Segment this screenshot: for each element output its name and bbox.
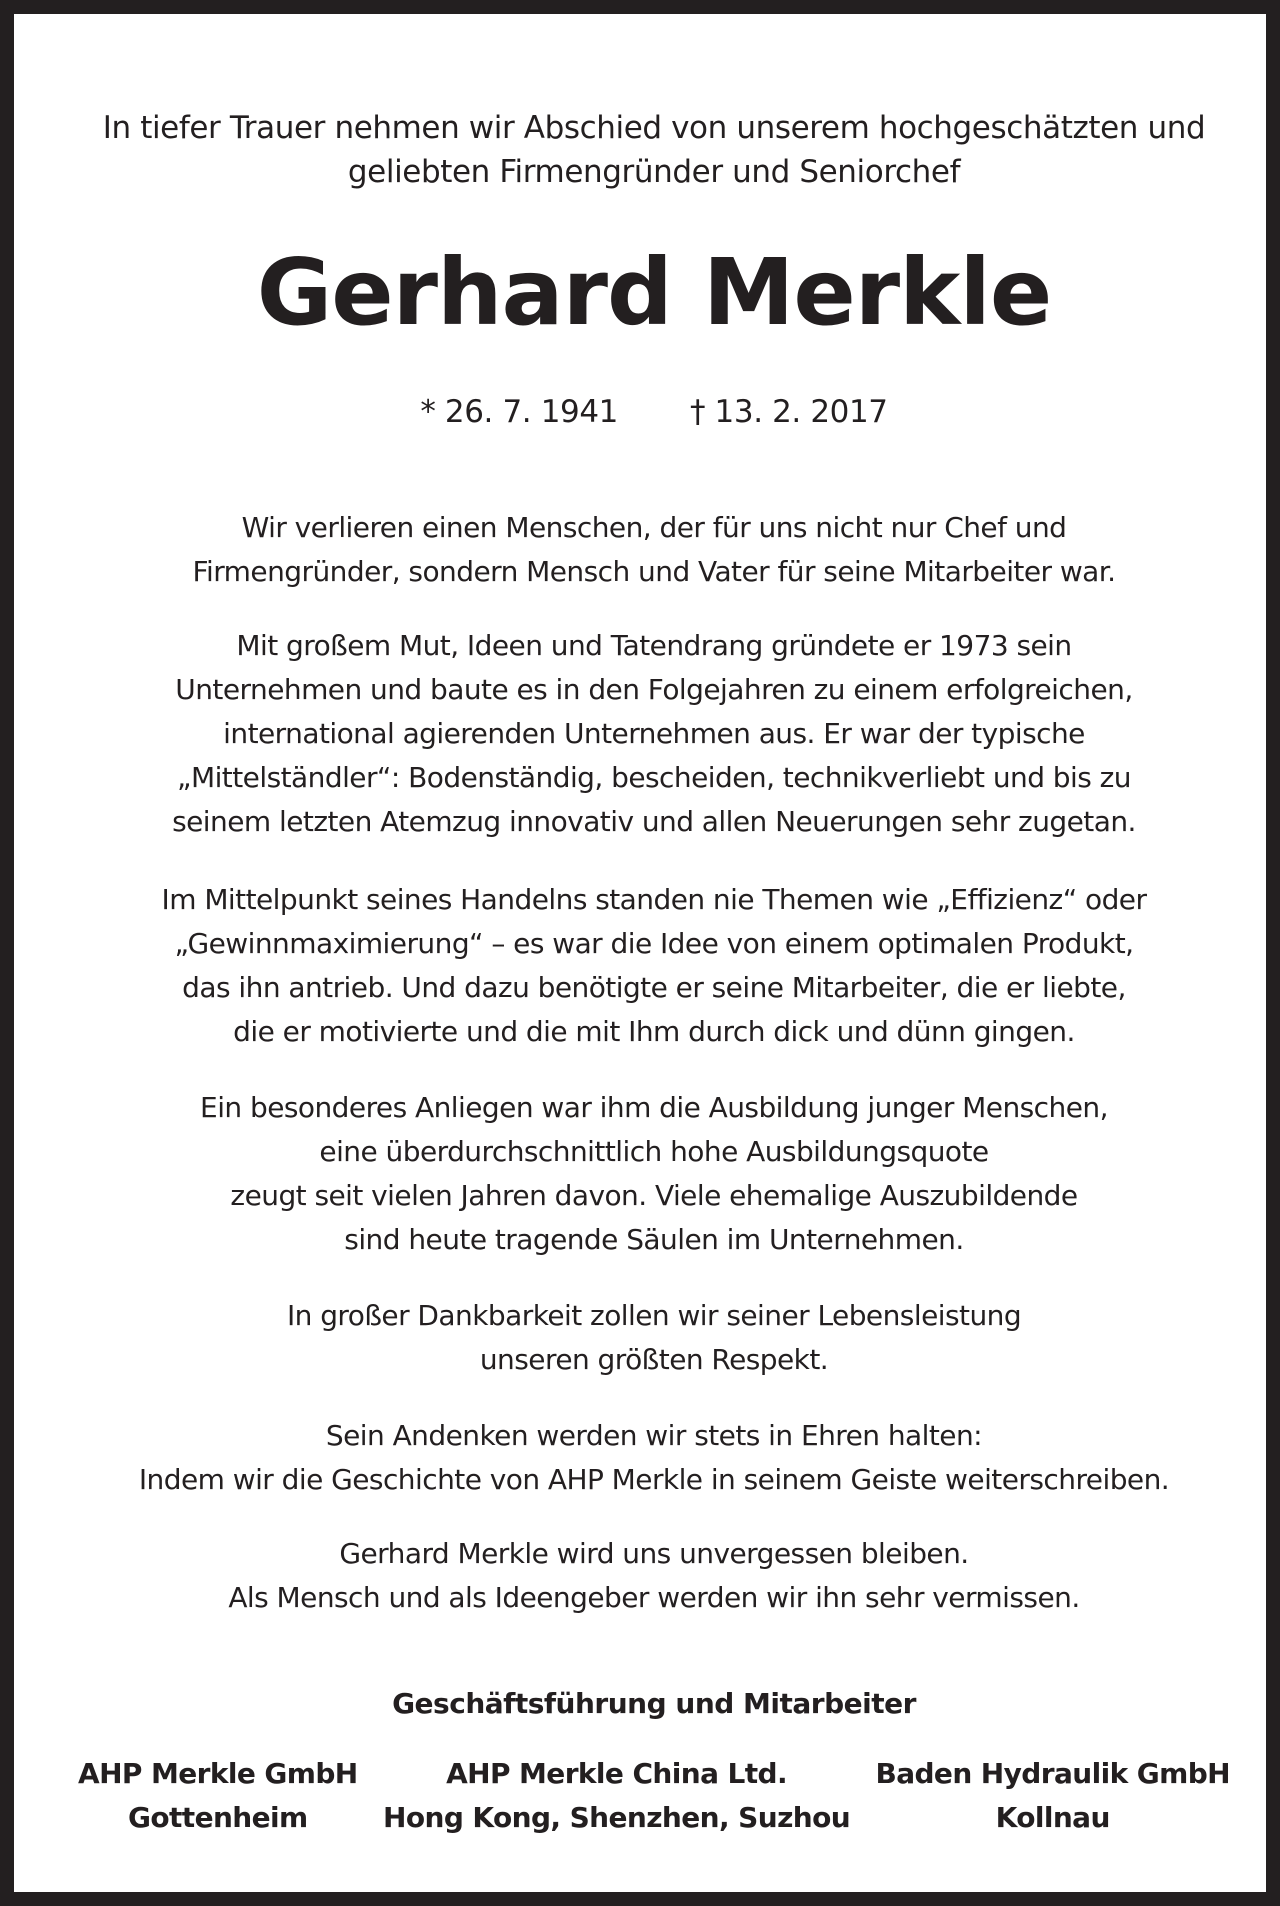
company-location: Hong Kong, Shenzhen, Suzhou	[383, 1801, 851, 1834]
tribute-paragraph	[28, 624, 1280, 844]
paragraph-line: Ein besonderes Anliegen war ihm die Ausbildung junger Menschen,	[200, 1091, 1108, 1124]
tribute-paragraph	[28, 1532, 1280, 1620]
company-block	[78, 1752, 358, 1840]
paragraph-line: seinem letzten Atemzug innovativ und allen Neuerungen sehr zugetan.	[172, 805, 1136, 838]
intro-line: In tiefer Trauer nehmen wir Abschied von unserem hochgeschätzten und	[102, 110, 1206, 146]
paragraph-line: eine überdurchschnittlich hohe Ausbildungsquote	[319, 1135, 989, 1168]
company-block	[875, 1752, 1230, 1840]
paragraph-line: zeugt seit vielen Jahren davon. Viele ehemalige Auszubildende	[230, 1179, 1078, 1212]
paragraph-line: unseren größten Respekt.	[479, 1343, 829, 1376]
paragraph-line: Firmengründer, sondern Mensch und Vater für seine Mitarbeiter war.	[192, 555, 1116, 588]
tribute-paragraph	[28, 1414, 1280, 1502]
company-location: Kollnau	[995, 1801, 1110, 1834]
intro-text	[28, 106, 1280, 194]
paragraph-line: Als Mensch und als Ideengeber werden wir ihn sehr vermissen.	[228, 1581, 1080, 1614]
company-name: AHP Merkle China Ltd.	[446, 1757, 788, 1790]
paragraph-line: Gerhard Merkle wird uns unvergessen bleiben.	[339, 1537, 969, 1570]
obituary-content	[28, 28, 1280, 1906]
paragraph-line: Sein Andenken werden wir stets in Ehren halten:	[325, 1419, 983, 1452]
tribute-paragraph	[28, 1086, 1280, 1262]
paragraph-line: Mit großem Mut, Ideen und Tatendrang gründete er 1973 sein	[236, 629, 1072, 662]
tribute-paragraph	[28, 878, 1280, 1054]
paragraph-line: das ihn antrieb. Und dazu benötigte er seine Mitarbeiter, die er liebte,	[182, 971, 1126, 1004]
tribute-paragraph	[28, 506, 1280, 594]
signature-title: Geschäftsführung und Mitarbeiter	[392, 1687, 916, 1720]
paragraph-line: Indem wir die Geschichte von AHP Merkle in seinem Geiste weiterschreiben.	[138, 1463, 1170, 1496]
deceased-name: Gerhard Merkle	[256, 239, 1052, 346]
paragraph-line: international agierenden Unternehmen aus. Er war der typische	[223, 717, 1085, 750]
company-location: Gottenheim	[128, 1801, 308, 1834]
paragraph-line: Wir verlieren einen Menschen, der für uns nicht nur Chef und	[241, 511, 1067, 544]
paragraph-line: „Mittelständler“: Bodenständig, bescheiden, technikverliebt und bis zu	[177, 761, 1131, 794]
company-name: Baden Hydraulik GmbH	[875, 1757, 1230, 1790]
paragraph-line: die er motivierte und die mit Ihm durch dick und dünn gingen.	[233, 1015, 1075, 1048]
paragraph-line: In großer Dankbarkeit zollen wir seiner Lebensleistung	[286, 1299, 1022, 1332]
company-name: AHP Merkle GmbH	[78, 1757, 358, 1790]
company-block	[383, 1752, 850, 1840]
death-date: † 13. 2. 2017	[690, 394, 888, 430]
birth-date: * 26. 7. 1941	[420, 394, 618, 430]
life-dates	[28, 390, 1280, 434]
intro-line: geliebten Firmengründer und Seniorchef	[347, 154, 961, 190]
company-list	[78, 1752, 1230, 1840]
paragraph-line: Unternehmen und baute es in den Folgejahren zu einem erfolgreichen,	[175, 673, 1133, 706]
paragraph-line: Im Mittelpunkt seines Handelns standen nie Themen wie „Effizienz“ oder	[161, 883, 1147, 916]
paragraph-line: sind heute tragende Säulen im Unternehmen.	[344, 1223, 964, 1256]
paragraph-line: „Gewinnmaximierung“ – es war die Idee von einem optimalen Produkt,	[174, 927, 1134, 960]
tribute-paragraph	[28, 1294, 1280, 1382]
